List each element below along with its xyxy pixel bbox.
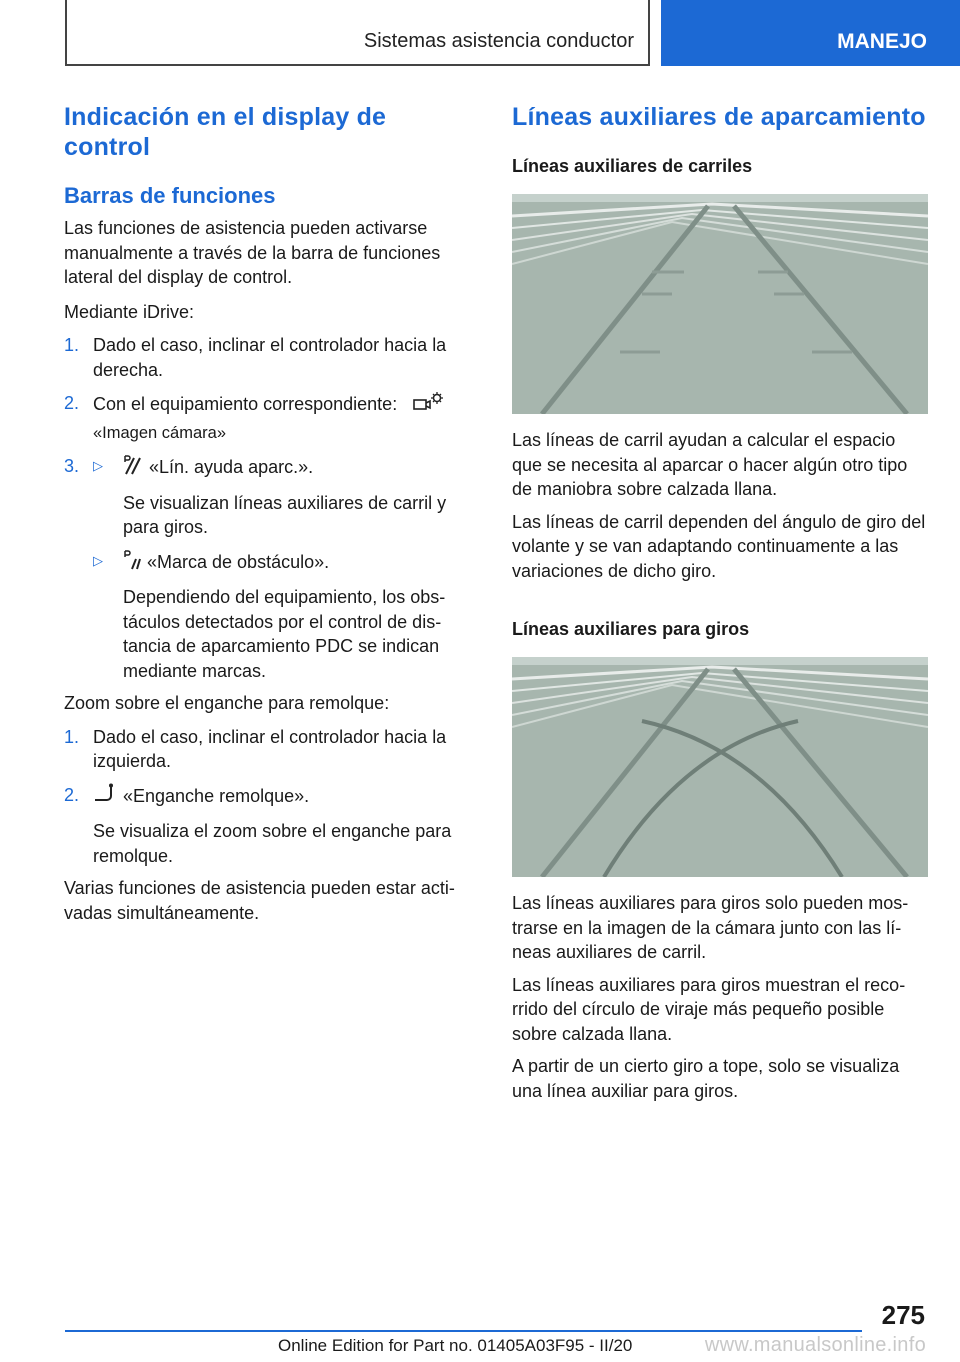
list-item (64, 391, 476, 445)
step-subtext: Se visualizan líneas auxiliares de carril y para giros. (123, 492, 447, 537)
idrive-intro: Mediante iDrive: (64, 301, 195, 322)
subheading-turn-lines: Líneas auxiliares para giros (512, 619, 750, 639)
step-number: 1. (64, 726, 80, 747)
section-heading-display: Indicación en el display de control (64, 103, 387, 161)
step-number: 1. (64, 335, 80, 355)
step-text: «Lín. ayuda aparc.». (149, 457, 314, 477)
footer-rule (65, 1330, 862, 1332)
subheading-function-bars: Barras de funciones (64, 183, 276, 208)
lane-paragraph-2: Las líneas de carril dependen del ángulo de giro del volante y se van adaptando continuamente a las variaciones de dicho giro. (512, 511, 926, 581)
bullet-subtext: Dependiendo del equipamiento, los obs-táculos detectados por el control de dis-tancia de aparcamiento PDC se indican mediante marcas. (123, 587, 446, 681)
step-text: Dado el caso, inclinar el controlador hacia la izquierda. (93, 726, 447, 771)
trailer-hitch-icon (93, 783, 117, 812)
step-text: Con el equipamiento correspondiente: (93, 394, 398, 414)
camera-settings-icon (412, 391, 444, 420)
turn-paragraph-2: Las líneas auxiliares para giros muestran el reco-rrido del círculo de viraje más pequeño posible sobre calzada llana. (512, 974, 906, 1044)
edition-note: Online Edition for Part no. 01405A03F95 - II/20 (278, 1336, 633, 1355)
bullet-text: «Marca de obstáculo». (147, 551, 330, 572)
intro-paragraph: Las funciones de asistencia pueden activarse manualmente a través de la barra de funciones lateral del display de control. (64, 218, 441, 287)
step-text-camera-image: «Imagen cámara» (93, 423, 226, 442)
list-item (64, 783, 476, 869)
turn-lines-illustration (512, 657, 928, 877)
step-number: 3. (64, 456, 80, 476)
obstacle-marking-icon (123, 549, 141, 578)
list-item (64, 725, 476, 774)
section-title: Sistemas asistencia conductor (363, 29, 634, 52)
step-text: Dado el caso, inclinar el controlador hacia la derecha. (93, 335, 447, 380)
right-column (512, 102, 930, 1103)
lane-paragraph-1: Las líneas de carril ayudan a calcular el espacio que se necesita al aparcar o hacer algún otro tipo de maniobra sobre calzada llana. (512, 430, 908, 499)
zoom-intro: Zoom sobre el enganche para remolque: (64, 693, 390, 713)
section-heading-parking-lines: Líneas auxiliares de aparcamiento (512, 103, 926, 131)
step-subtext: Se visualiza el zoom sobre el enganche para remolque. (93, 821, 452, 866)
list-item (64, 333, 476, 382)
left-column (64, 102, 476, 925)
triangle-bullet-icon: ▷ (93, 552, 103, 568)
watermark: www.manualsonline.info (704, 1334, 926, 1356)
list-item (64, 549, 476, 684)
step-number: 2. (64, 393, 80, 413)
step-number: 2. (64, 784, 80, 805)
turn-paragraph-3: A partir de un cierto giro a tope, solo se visualiza una línea auxiliar para giros. (512, 1056, 900, 1101)
chapter-tab-label: MANEJO (837, 30, 927, 53)
chapter-tab (661, 0, 960, 66)
triangle-bullet-icon: ▷ (93, 458, 103, 473)
turn-paragraph-1: Las líneas auxiliares para giros solo pueden mos-trarse en la imagen de la cámara junto con las lí-neas auxiliares de carril. (512, 893, 909, 962)
page-number: 275 (881, 1300, 925, 1330)
parking-lines-icon (123, 454, 143, 483)
closing-paragraph: Varias funciones de asistencia pueden estar acti-vadas simultáneamente. (64, 878, 455, 923)
header-section-box (65, 0, 650, 66)
step-text: «Enganche remolque». (123, 785, 310, 806)
list-item (64, 454, 476, 540)
subheading-lane-lines: Líneas auxiliares de carriles (512, 156, 753, 176)
lane-lines-illustration (512, 194, 928, 414)
